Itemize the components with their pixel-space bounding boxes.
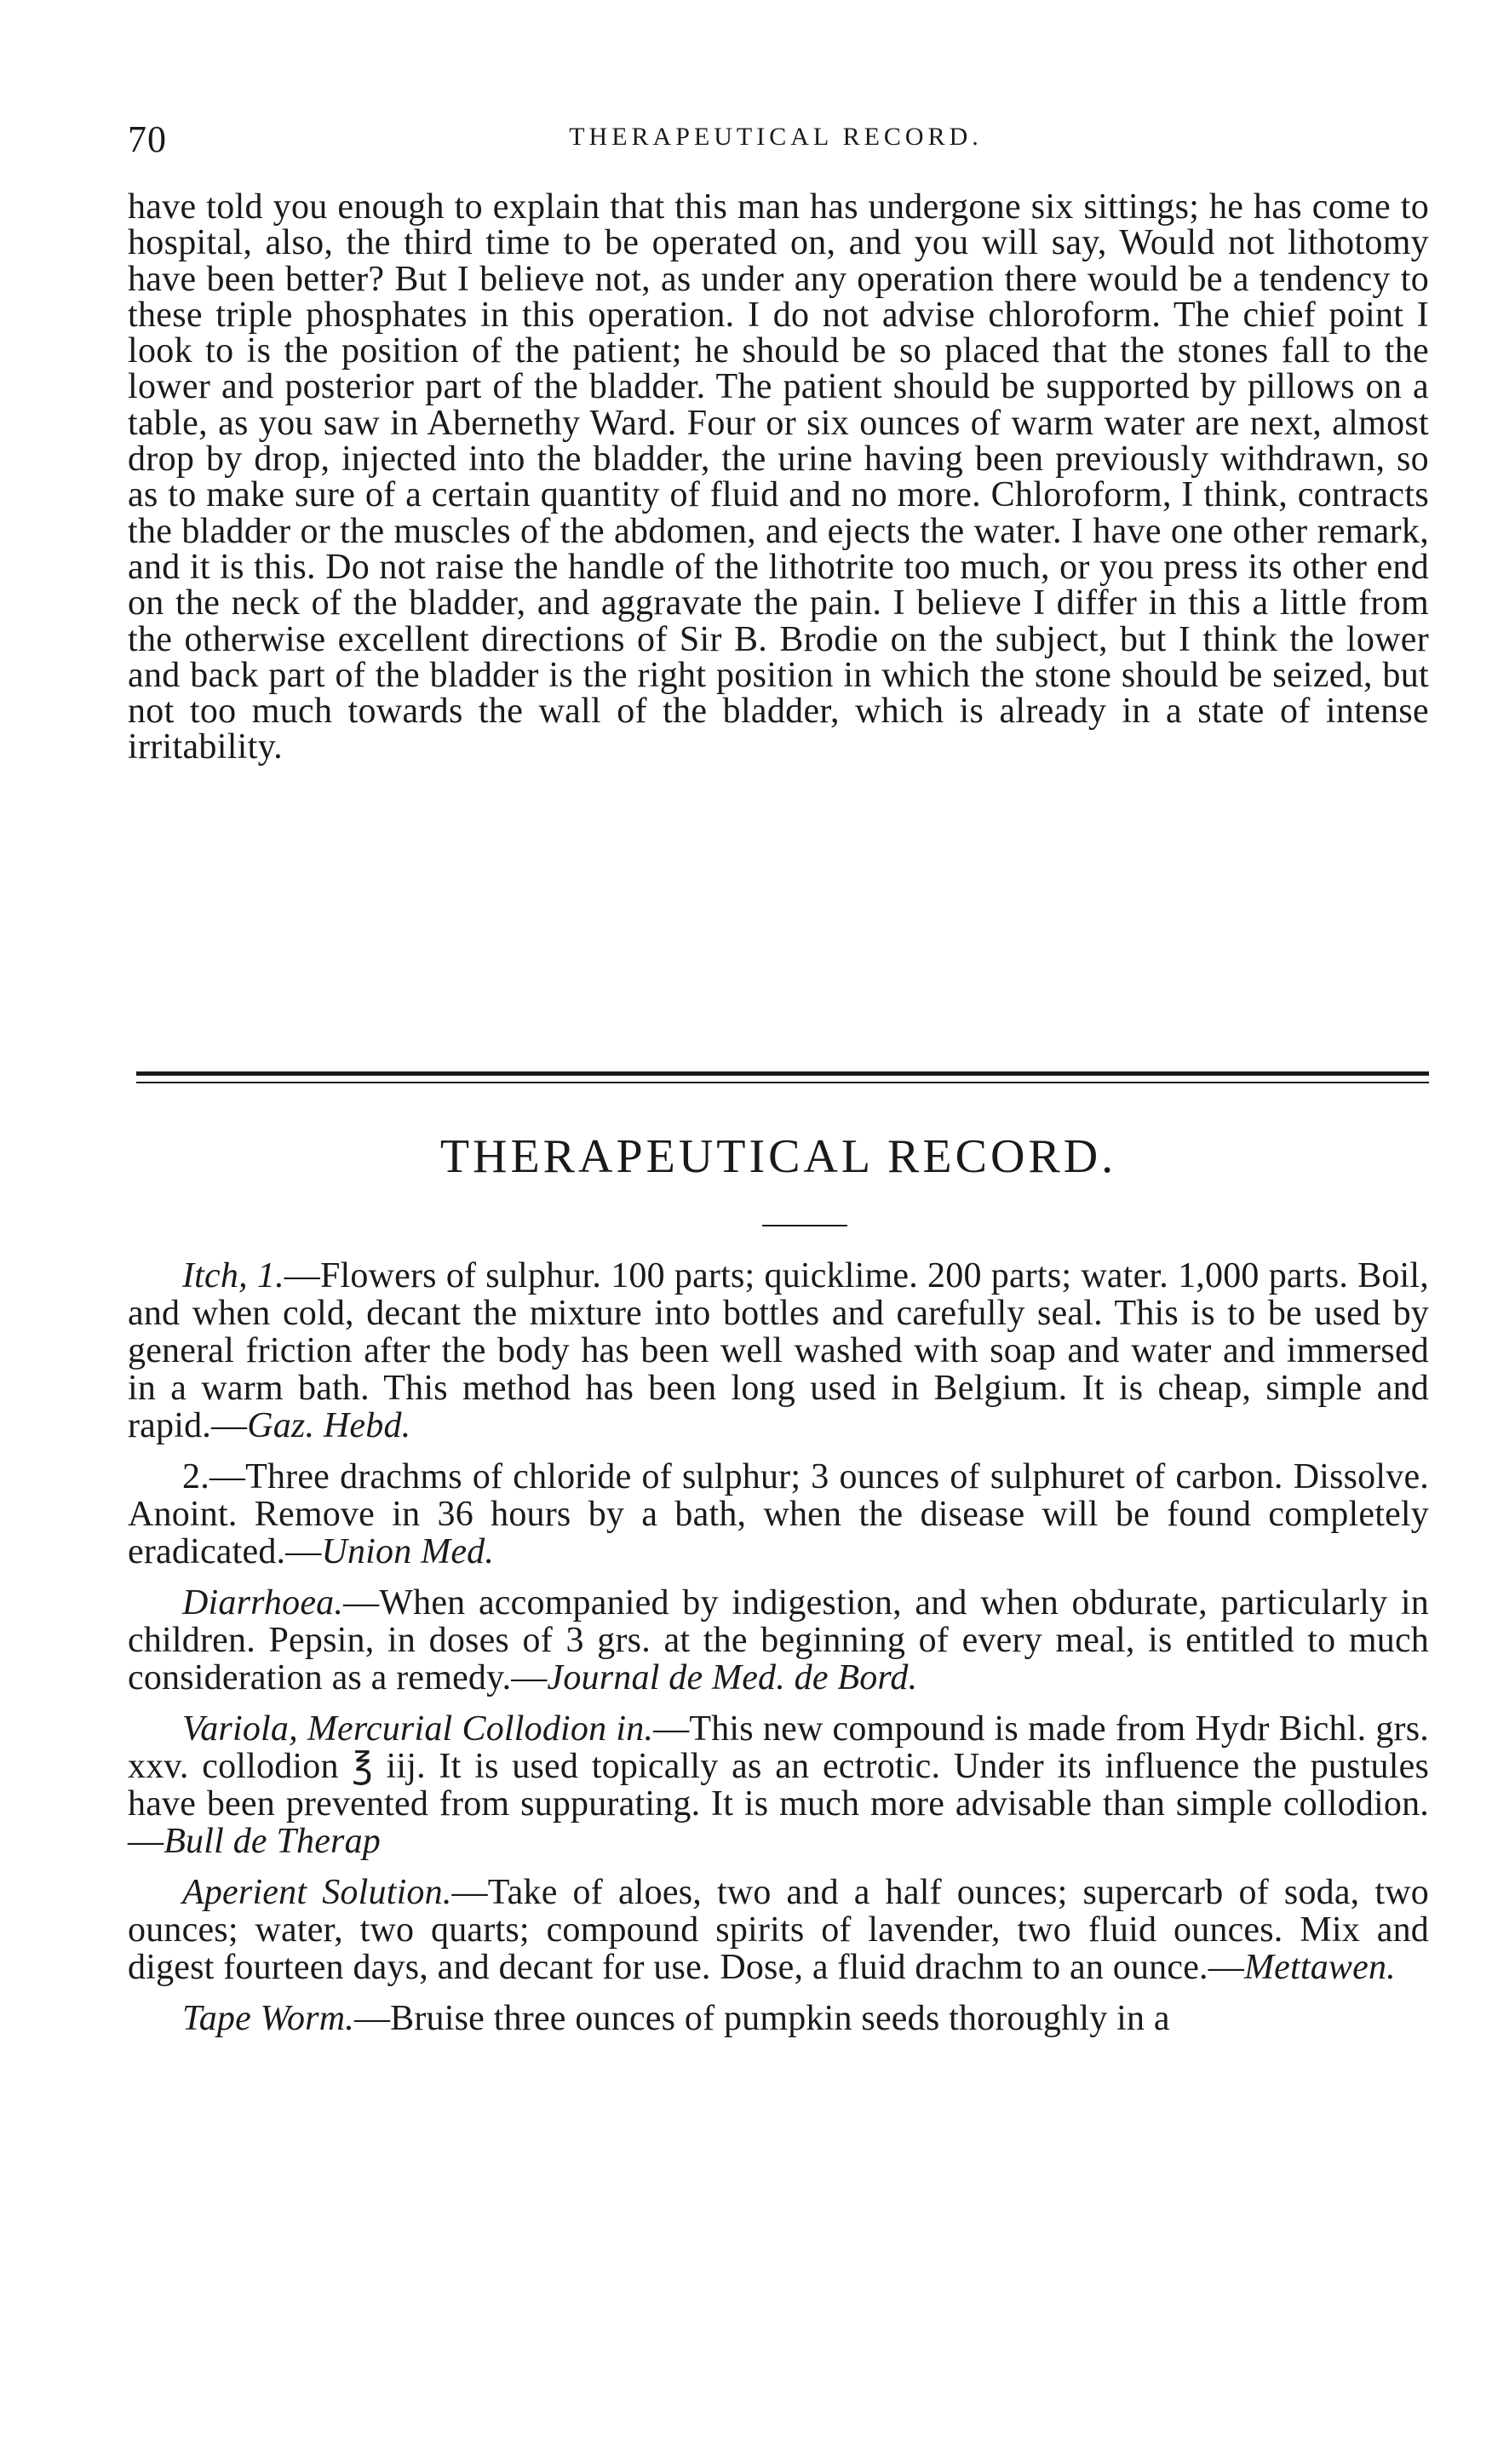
continued-article-text	[128, 189, 1429, 766]
entry-source: Journal de Med. de Bord.	[547, 1658, 918, 1697]
entry-source: Mettawen.	[1243, 1948, 1396, 1987]
section-title: THERAPEUTICAL RECORD.	[439, 1130, 1117, 1183]
continued-paragraph: have told you enough to explain that this man has undergone six sittings; he has come to hospital, also, the third time to be operated on, and you will say, Would not lithotomy have been better? But I believe not, as under any operation there would be a tendency to these triple phosphates in this operation. I do not advise chloroform. The chief point I look to is the position of the patient; he should be so placed that the stones fall to the lower and posterior part of the bladder. The patient should be supported by pillows on a table, as you saw in Abernethy Ward. Four or six ounces of warm water are next, almost drop by drop, injected into the bladder, the urine having been previously withdrawn, so as to make sure of a certain quantity of fluid and no more. Chloroform, I think, contracts the bladder or the muscles of the abdomen, and ejects the water. I have one other remark, and it is this. Do not raise the handle of the lithotrite too much, or you press its other end on the neck of the bladder, and aggravate the pain. I believe I differ in this a little from the otherwise excellent directions of Sir B. Brodie on the subject, but I think the lower and back part of the bladder is the right position in which the stone should be seized, but not too much towards the wall of the bladder, which is already in a state of intense irritability.	[128, 187, 1429, 767]
section-divider-thick	[136, 1071, 1429, 1076]
therapeutic-entries	[128, 1257, 1429, 2051]
entry-body: —Take of aloes, two and a half ounces; supercarb of soda, two ounces; water, two quarts; compound spirits of lavender, two fluid ounces. Mix and digest fourteen days, and decant for use. Dose, a fluid drachm to an ounce.—	[128, 1873, 1429, 1987]
entry-heading: Aperient Solution.	[182, 1873, 452, 1912]
entry-body: —This new compound is made from Hydr Bichl. grs. xxv. collodion ℥ iij. It is used topically as an ectrotic. Under its influence the pustules have been prevented from suppurating. It is much more advisable than simple collodion.—	[128, 1709, 1429, 1861]
entry-body: —When accompanied by indigestion, and when obdurate, particularly in children. Pepsin, in doses of 3 grs. at the beginning of every meal, is entitled to much consideration as a remedy.—	[128, 1583, 1429, 1697]
entry-body: —Flowers of sulphur. 100 parts; quicklime. 200 parts; water. 1,000 parts. Boil, and when cold, decant the mixture into bottles and carefully seal. This is to be used by general friction after the body has been well washed with soap and water and immersed in a warm bath. This method has been long used in Belgium. It is cheap, simple and rapid.—	[128, 1256, 1429, 1445]
entry-itch-2	[128, 1458, 1429, 1571]
page-number: 70	[128, 118, 167, 160]
running-title: THERAPEUTICAL RECORD.	[569, 123, 983, 151]
entry-source: Gaz. Hebd.	[247, 1406, 411, 1445]
entry-source: Union Med.	[321, 1532, 495, 1571]
entry-heading: Diarrhoea.	[182, 1583, 344, 1623]
section-divider-thin	[136, 1082, 1429, 1083]
entry-body: —Bruise three ounces of pumpkin seeds thoroughly in a	[353, 1999, 1170, 2038]
entry-variola	[128, 1710, 1429, 1860]
running-head	[128, 118, 1424, 169]
entry-body: 2.—Three drachms of chloride of sulphur; 3 ounces of sulphuret of carbon. Dissolve. Anoint. Remove in 36 hours by a bath, when the disease will be found completely eradicated.—	[128, 1457, 1429, 1571]
entry-tape-worm	[128, 2000, 1429, 2037]
entry-heading: Tape Worm.	[182, 1999, 354, 2038]
entry-aperient-solution	[128, 1874, 1429, 1986]
entry-diarrhoea	[128, 1584, 1429, 1697]
entry-heading: Itch, 1.	[182, 1256, 284, 1295]
title-underline-rule	[762, 1225, 847, 1226]
entry-source: Bull de Therap	[164, 1822, 381, 1861]
entry-heading: Variola, Mercurial Collodion in.	[182, 1709, 654, 1749]
entry-itch-1	[128, 1257, 1429, 1445]
